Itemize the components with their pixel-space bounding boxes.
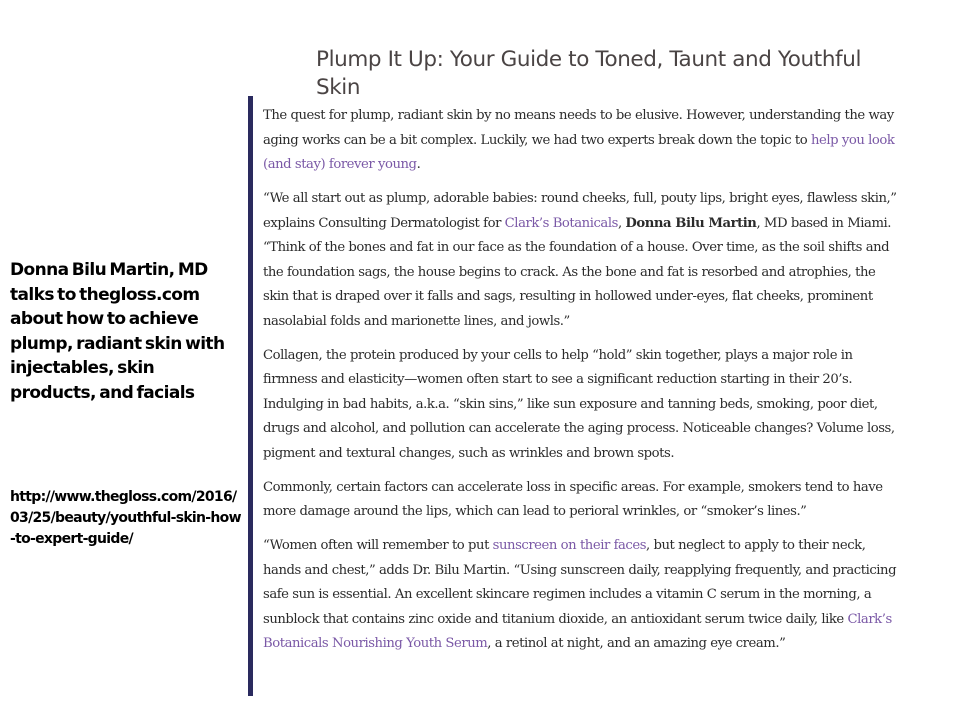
paragraph-text: , but neglect to apply to their neck, hands and chest,” adds Dr. Bilu Martin. “Using sunscreen daily, reapplying frequently, and practicing safe sun is essential. An excellent skincare regimen includes a vitamin C serum in the morning, a sunblock that contains zinc oxide and titanium dioxide, an antioxidant serum twice daily, like	[263, 538, 897, 627]
paragraph-collagen: Collagen, the protein produced by your cells to help “hold” skin together, plays a major role in firmness and elasticity—women often start to see a significant reduction starting in their 20’s. Indulging in bad habits, a.k.a. “skin sins,” like sun exposure and tanning beds, smoking, poor diet, drugs and alcohol, and pollution can accelerate the aging process. Noticeable changes? Volume loss, pigment and textural changes, such as wrinkles and brown spots.	[263, 347, 895, 461]
paragraph-intro	[263, 104, 903, 178]
paragraph-text: , a retinol at night, and an amazing eye cream.”	[487, 636, 786, 651]
paragraph-quote-babies	[263, 187, 903, 334]
paragraph-smokers: Commonly, certain factors can accelerate loss in specific areas. For example, smokers tend to have more damage around the lips, which can lead to perioral wrinkles, or “smoker’s lines.”	[263, 479, 883, 519]
link-nourishing-youth-serum[interactable]: Clark’s Botanicals Nourishing Youth Serum	[263, 611, 892, 651]
link-sunscreen[interactable]: sunscreen on their faces	[492, 538, 647, 553]
accent-bar	[248, 96, 253, 696]
paragraph-text: , MD based in Miami. “Think of the bones and fat in our face as the foundation of a house. Over time, as the soil shifts and the foundation sags, the house begins to crack. As the bone and fat is resorbed and atrophies, the skin that is draped over it falls and sags, resulting in hollowed under-eyes, flat cheeks, prominent nasolabial folds and marionette lines, and jowls.”	[263, 215, 892, 329]
source-url: http://www.thegloss.com/2016/03/25/beauty/youthful-skin-how-to-expert-guide/	[10, 489, 241, 547]
expert-name: Donna Bilu Martin	[625, 215, 757, 231]
article-body	[263, 104, 903, 666]
slide-caption: Donna Bilu Martin, MD talks to thegloss.com about how to achieve plump, radiant skin with injectables, skin products, and facials	[10, 260, 225, 403]
link-clarks-botanicals[interactable]: Clark’s Botanicals	[504, 215, 618, 231]
link-forever-young[interactable]: help you look (and stay) forever young	[263, 132, 895, 172]
paragraph-text: The quest for plump, radiant skin by no means needs to be elusive. However, understanding the way aging works can be a bit complex. Luckily, we had two experts break down the topic to	[263, 108, 894, 148]
paragraph-text: “We all start out as plump, adorable babies: round cheeks, full, pouty lips, bright eyes, flawless skin,” explains Consulting Dermatologist for	[263, 191, 897, 231]
paragraph-text: “Women often will remember to put	[263, 538, 493, 553]
paragraph-text: .	[416, 157, 421, 172]
paragraph-sunscreen	[263, 534, 903, 657]
article-title: Plump It Up: Your Guide to Toned, Taunt and Youthful Skin	[316, 47, 862, 101]
paragraph-text: ,	[617, 215, 626, 231]
